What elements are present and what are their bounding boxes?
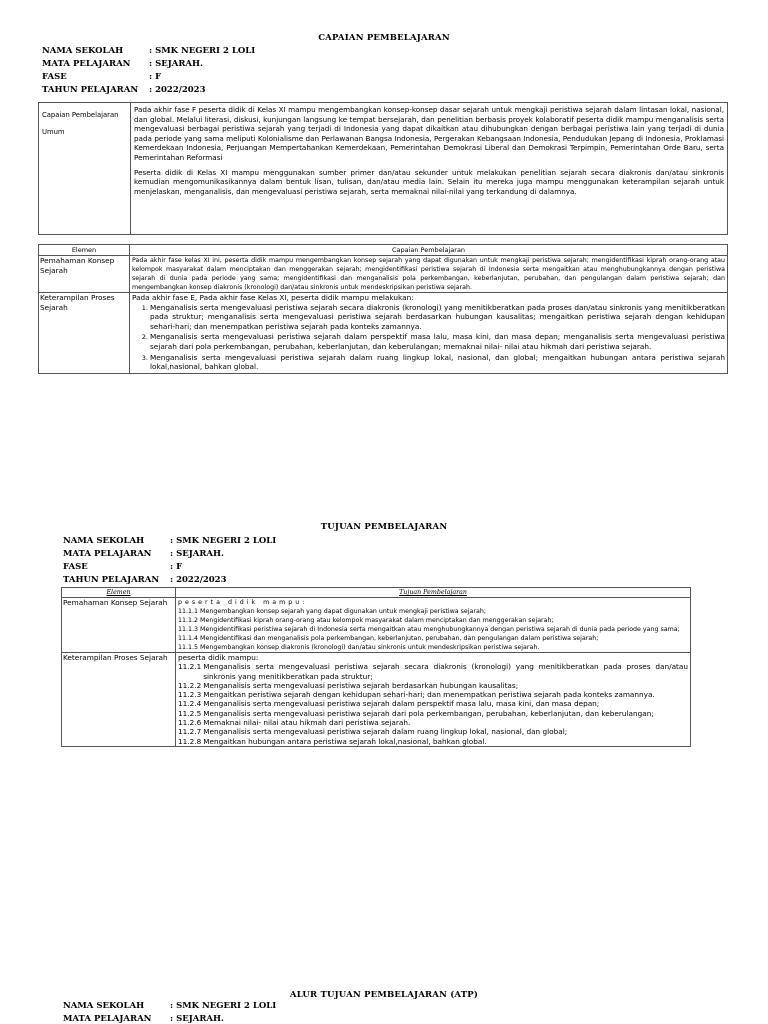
tp-number: 11.1.4	[178, 635, 199, 642]
label-line: Capaian Pembelajaran	[42, 111, 119, 119]
elemen-cell: Pemahaman Konsep Sejarah	[39, 256, 130, 293]
elemen-cell: Pemahaman Konsep Sejarah	[62, 598, 176, 653]
cp-cell: Pada akhir fase kelas XI ini, peserta didik mampu mengembangkan konsep sejarah yang dapat digunakan untuk mengkaji peristiwa sejarah; mengidentifikasi kiprah orang-orang atau kelompok masyarakat dalam menciptakan dan menggerakan sejarah; mengidentifikasi peristiwa sejarah di Indonesia serta mengaitkan atau menghubungkannya dengan peristiwa sejarah di dunia pada periode yang sama; mengidentifikasi dan menganalisis pola perkembangan, keberlanjutan, perubahan, dan pengulangan dalam peristiwa sejarah; dan mengembangkan konsep diakronis (kronologi) dan/atau sinkronis untuk mendeskripsikan peristiwa sejarah.	[130, 256, 728, 293]
tp-number: 11.1.1	[178, 608, 199, 615]
list-item	[178, 634, 688, 643]
meta-label: MATA PELAJARAN	[63, 1014, 152, 1024]
meta-value: : SEJARAH.	[170, 549, 224, 559]
list-item: 1. Menganalisis serta mengevaluasi peristiwa sejarah secara diakronis (kronologi) yang menitikberatkan pada proses dan/atau sinkronis yang menitikberatkan pada struktur; menganalisis serta mengevaluasi peristiwa sejarah berdasarkan hubungan kausalitas; mengaitkan peristiwa sejarah dengan kehidupan sehari-hari; dan menempatkan peristiwa sejarah pada konteks zamannya.	[150, 303, 725, 332]
list-item	[178, 699, 688, 708]
meta-value: : SEJARAH.	[149, 59, 203, 69]
tp-number: 11.2.1	[178, 662, 202, 672]
tp-number: 11.2.3	[178, 690, 202, 700]
tp-text: Mengidentifikasi kiprah orang-orang atau kelompok masyarakat dalam menciptakan dan menggerakan sejarah;	[200, 617, 554, 624]
list-item	[178, 727, 688, 736]
list-item: 2. Menganalisis serta mengevaluasi peristiwa sejarah dalam perspektif masa lalu, masa kini, dan masa depan; menganalisis serta mengevaluasi peristiwa sejarah dari pola perkembangan, perubahan, keberlanjutan, dan keberulangan; memaknai nilai- nilai atau hikmah dari peristiwa sejarah.	[150, 332, 725, 351]
alur-meta	[63, 1000, 276, 1024]
meta-value: : SEJARAH.	[170, 1014, 224, 1024]
table-row	[62, 598, 691, 653]
cp-intro: Pada akhir fase E, Pada akhir fase Kelas XI, peserta didik mampu melakukan:	[132, 293, 414, 302]
tp-text: Menganalisis serta mengevaluasi peristiwa sejarah berdasarkan hubungan kausalitas;	[203, 680, 519, 690]
list-item	[178, 607, 688, 616]
capaian-umum-label	[39, 103, 131, 234]
tujuan-meta	[63, 535, 276, 587]
column-header: Elemen	[62, 588, 176, 598]
capaian-title: CAPAIAN PEMBELAJARAN	[318, 33, 450, 43]
tp-number: 11.2.8	[178, 736, 202, 746]
meta-label: NAMA SEKOLAH	[42, 46, 124, 56]
tp-cell	[176, 598, 691, 653]
elemen-cell: Keterampilan Proses Sejarah	[39, 293, 130, 374]
tujuan-table	[61, 587, 691, 747]
meta-label: FASE	[42, 72, 67, 82]
tp-text: Menganalisis serta mengevaluasi peristiwa sejarah dari pola perkembangan, perubahan, keberlanjutan, dan keberulangan;	[203, 708, 654, 718]
meta-value: : F	[149, 72, 162, 82]
tp-number: 11.2.7	[178, 727, 202, 737]
meta-label: MATA PELAJARAN	[63, 549, 152, 559]
table-row	[62, 653, 691, 747]
capaian-umum-text	[131, 103, 727, 234]
tp-number: 11.1.2	[178, 617, 199, 624]
elemen-cell: Keterampilan Proses Sejarah	[62, 653, 176, 747]
tp-text: Mengaitkan hubungan antara peristiwa sejarah lokal,nasional, bahkan global.	[203, 736, 487, 746]
tp-number: 11.1.5	[178, 644, 199, 651]
capaian-meta	[42, 45, 255, 97]
meta-label: FASE	[63, 562, 88, 572]
tujuan-title: TUJUAN PEMBELAJARAN	[320, 522, 448, 532]
column-header: Capaian Pembelajaran	[130, 245, 728, 256]
tp-text: Mengidentifikasi dan menganalisis pola perkembangan, keberlanjutan, perubahan, dan pengulangan dalam peristiwa sejarah;	[200, 635, 599, 642]
cp-list	[132, 303, 725, 372]
meta-value: : SMK NEGERI 2 LOLI	[149, 46, 256, 56]
list-item: 3. Menganalisis serta mengevaluasi peristiwa sejarah dalam ruang lingkup lokal, nasional, dan global; mengaitkan hubungan antara peristiwa sejarah lokal,nasional, bahkan global.	[150, 353, 725, 372]
cp-cell	[130, 293, 728, 374]
meta-label: TAHUN PELAJARAN	[63, 575, 160, 585]
tp-number: 11.2.2	[178, 680, 202, 690]
meta-value: : 2022/2023	[170, 575, 227, 585]
column-header: Tujuan Pembelajaran	[176, 588, 691, 598]
meta-label: NAMA SEKOLAH	[63, 536, 145, 546]
meta-label: TAHUN PELAJARAN	[42, 85, 139, 95]
list-item	[178, 616, 688, 625]
tp-cell	[176, 653, 691, 747]
meta-label: MATA PELAJARAN	[42, 59, 131, 69]
alur-title: ALUR TUJUAN PEMBELAJARAN (ATP)	[289, 990, 479, 1000]
meta-label: NAMA SEKOLAH	[63, 1001, 145, 1011]
list-item	[178, 690, 688, 699]
label-line: Umum	[42, 128, 65, 136]
list-item	[178, 662, 688, 681]
tp-intro: peserta didik mampu:	[178, 599, 308, 606]
meta-value: : SMK NEGERI 2 LOLI	[170, 1001, 277, 1011]
tp-number: 11.2.4	[178, 699, 202, 709]
capaian-umum-box	[38, 102, 728, 235]
column-header: Elemen	[39, 245, 130, 256]
tp-text: Mengembangkan konsep diakronis (kronologi) dan/atau sinkronis untuk mendeskripsikan peristiwa sejarah.	[200, 644, 540, 651]
list-item	[178, 737, 688, 746]
meta-value: : SMK NEGERI 2 LOLI	[170, 536, 277, 546]
tp-number: 11.2.5	[178, 708, 202, 718]
tp-text: Menganalisis serta mengevaluasi peristiwa sejarah secara diakronis (kronologi) yang menitikberatkan pada proses dan/atau sinkronis yang menitikberatkan pada struktur;	[203, 662, 688, 681]
tp-text: Mengidentifikasi peristiwa sejarah di Indonesia serta mengaitkan atau menghubungkannya dengan peristiwa sejarah di dunia pada periode yang sama;	[200, 626, 680, 633]
tp-number: 11.1.3	[178, 626, 199, 633]
tp-text: Menganalisis serta mengevaluasi peristiwa sejarah dalam perspektif masa lalu, masa kini, dan masa depan;	[203, 699, 600, 709]
tp-text: Mengembangkan konsep sejarah yang dapat digunakan untuk mengkaji peristiwa sejarah;	[200, 608, 486, 615]
table-row	[39, 256, 728, 293]
list-item	[178, 709, 688, 718]
list-item	[178, 681, 688, 690]
table-row	[39, 293, 728, 374]
tp-text: Memaknai nilai- nilai atau hikmah dari peristiwa sejarah.	[203, 718, 411, 728]
list-item	[178, 718, 688, 727]
tp-intro: peserta didik mampu:	[178, 653, 259, 662]
tp-text: Menganalisis serta mengevaluasi peristiwa sejarah dalam ruang lingkup lokal, nasional, dan global;	[203, 727, 568, 737]
capaian-table	[38, 244, 728, 374]
tp-text: Mengaitkan peristiwa sejarah dengan kehidupan sehari-hari; dan menempatkan peristiwa sejarah pada konteks zamannya.	[203, 690, 655, 700]
list-item	[178, 643, 688, 652]
list-item	[178, 625, 688, 634]
meta-value: : 2022/2023	[149, 85, 206, 95]
tp-number: 11.2.6	[178, 718, 202, 728]
paragraph: Pada akhir fase F peserta didik di Kelas XI mampu mengembangkan konsep-konsep dasar sejarah untuk mengkaji peristiwa sejarah dalam lintasan lokal, nasional, dan global. Melalui literasi, diskusi, kunjungan langsung ke tempat bersejarah, dan penelitian berbasis proyek kolaboratif peserta didik mampu menganalisis serta mengevaluasi berbagai peristiwa sejarah yang terjadi di Indonesia yang dapat dikaitkan atau dihubungkan dengan berbagai peristiwa lain yang terjadi di dunia pada periode yang sama meliputi Kolonialisme dan Perlawanan Bangsa Indonesia, Pergerakan Kebangsaan Indonesia, Pendudukan Jepang di Indonesia, Proklamasi Kemerdekaan Indonesia, Perjuangan Mempertahankan Kemerdekaan, Pemerintahan Demokrasi Liberal dan Demokrasi Terpimpin, Pemerintahan Orde Baru, serta Pemerintahan Reformasi	[134, 105, 724, 162]
meta-value: : F	[170, 562, 183, 572]
paragraph: Peserta didik di Kelas XI mampu menggunakan sumber primer dan/atau sekunder untuk melakukan penelitian sejarah secara diakronis dan/atau sinkronis kemudian mengomunikasikannya dalam bentuk lisan, tulisan, dan/atau media lain. Selain itu mereka juga mampu menggunakan keterampilan sejarah untuk menjelaskan, menganalisis, dan mengevaluasi peristiwa sejarah, serta memaknai nilai-nilai yang terkandung di dalamnya.	[134, 167, 724, 196]
